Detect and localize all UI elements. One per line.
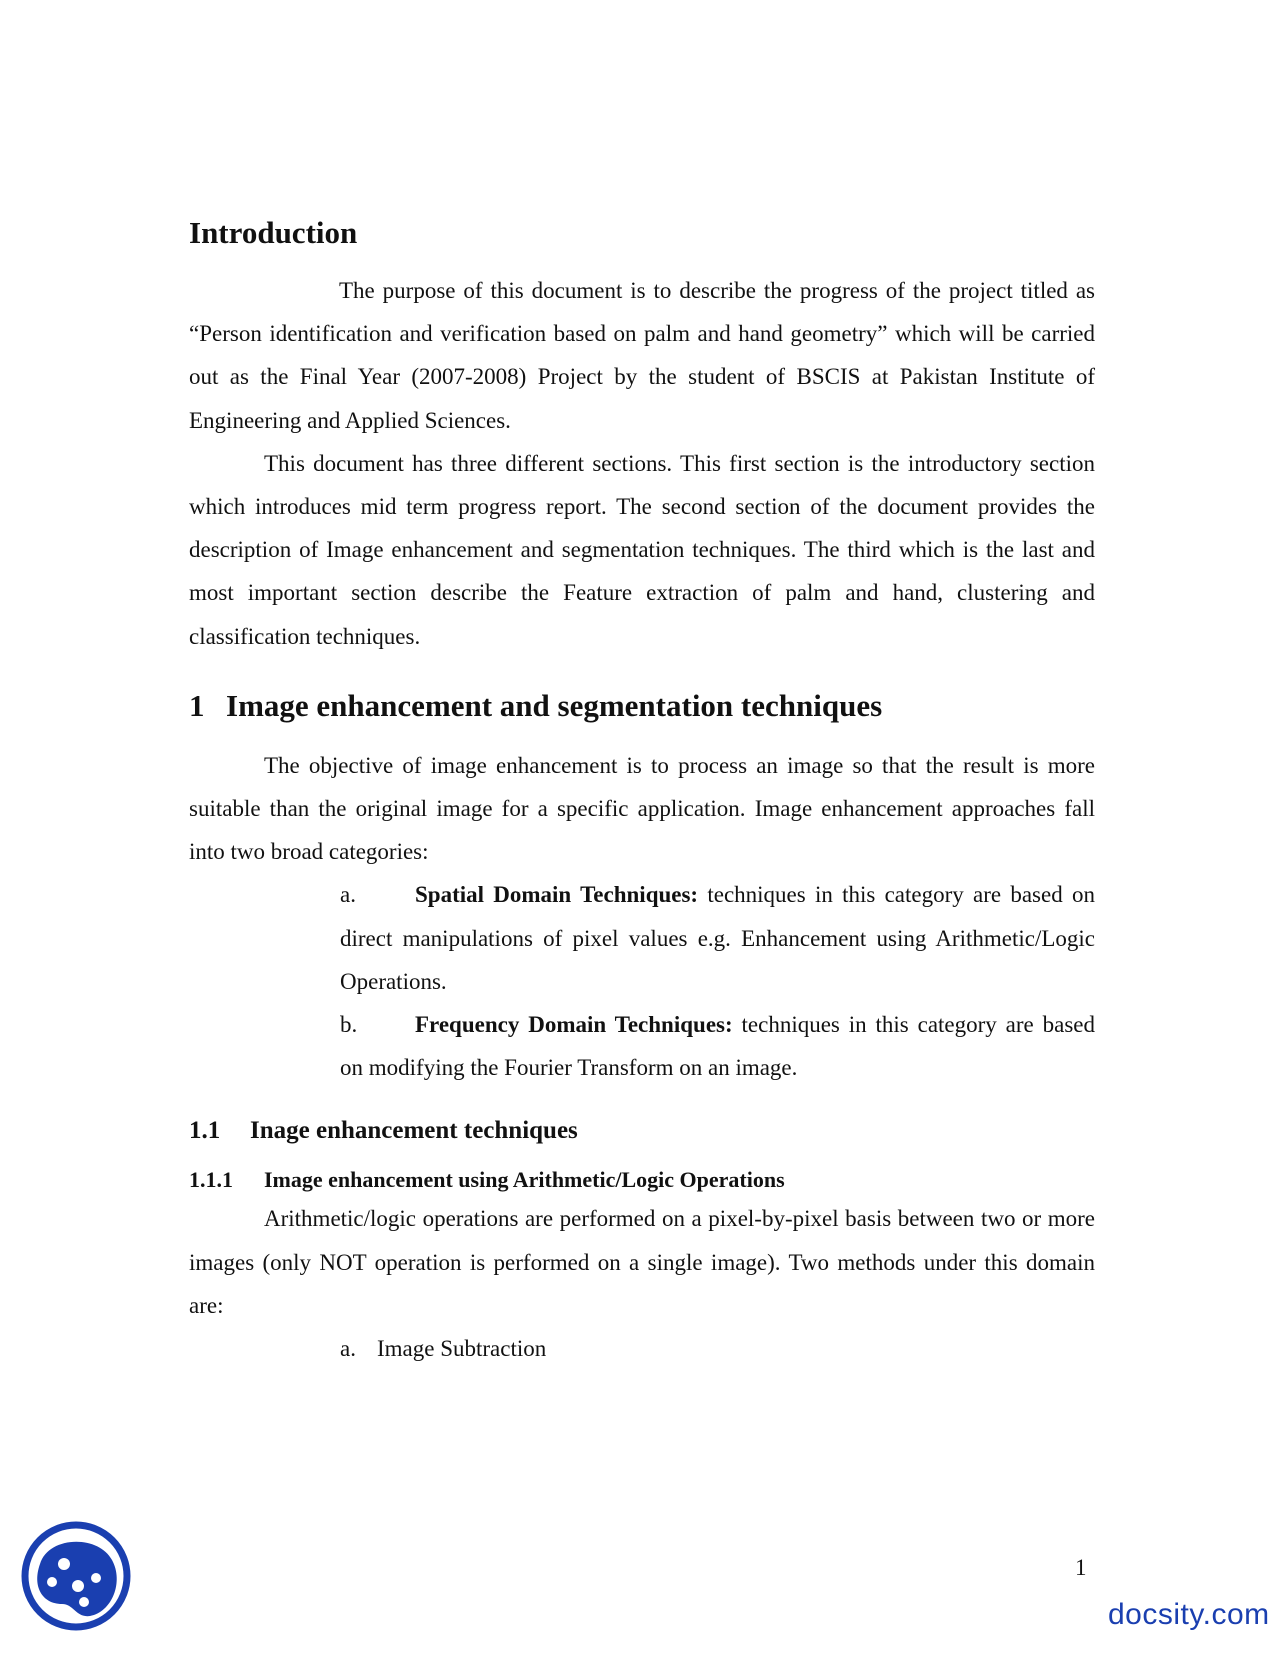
logo-dot	[47, 1577, 57, 1587]
docsity-logo-icon[interactable]	[20, 1520, 132, 1632]
list-item-text: techniques in this category are based on direct manipulations of pixel values e.g. Enhancement using Arithmetic/Logic Operations.	[340, 882, 1095, 994]
section-1-title: Image enhancement and segmentation techniques	[226, 687, 883, 723]
list-item-term: Frequency Domain Techniques:	[415, 1012, 733, 1038]
section-1-1-1-number: 1.1.1	[189, 1167, 233, 1193]
section-1-number: 1	[189, 687, 205, 723]
list-item	[340, 1003, 1095, 1089]
page-content	[189, 205, 1095, 1370]
intro-paragraph-2: This document has three different sections. This first section is the introductory section which introduces mid term progress report. The second section of the document provides the description of Image enhancement and segmentation techniques. The third which is the last and most important section describe the Feature extraction of palm and hand, clustering and classification techniques.	[189, 450, 1095, 649]
section-1-1-number: 1.1	[189, 1117, 221, 1145]
list-item-text: techniques in this category are based on modifying the Fourier Transform on an image.	[340, 1012, 1095, 1081]
list-marker: a.	[340, 882, 356, 908]
section-1-paragraph: The objective of image enhancement is to process an image so that the result is more suitable than the original image for a specific application. Image enhancement approaches fall into two broad categories:	[189, 752, 1095, 865]
list-marker: b.	[340, 1012, 358, 1038]
docsity-brand-link[interactable]: docsity.com	[1108, 1598, 1270, 1631]
logo-dot	[91, 1573, 101, 1583]
logo-dot	[58, 1558, 70, 1570]
section-1-1-1-paragraph: Arithmetic/logic operations are performed on a pixel-by-pixel basis between two or more images (only NOT operation is performed on a single image). Two methods under this domain are:	[189, 1206, 1095, 1318]
section-1-1-heading	[189, 1103, 1095, 1159]
list-item	[340, 1327, 1095, 1370]
section-1-heading	[189, 676, 1095, 736]
list-marker: a.	[340, 1336, 356, 1362]
section-1-1-1-heading	[189, 1163, 1095, 1197]
list-item-text: Image Subtraction	[377, 1336, 547, 1362]
section-1-1-title: Inage enhancement techniques	[250, 1117, 578, 1145]
list-item	[340, 873, 1095, 1003]
list-item-term: Spatial Domain Techniques:	[415, 882, 699, 908]
section-1-1-1-title: Image enhancement using Arithmetic/Logic Operations	[264, 1167, 785, 1193]
logo-dot	[72, 1580, 84, 1592]
intro-heading: Introduction	[189, 215, 358, 250]
logo-dot	[79, 1597, 89, 1607]
page-number: 1	[1075, 1555, 1087, 1580]
intro-paragraph-1: The purpose of this document is to describe the progress of the project titled as “Person identification and verification based on palm and hand geometry” which will be carried out as the Final Year (2007-2008) Project by the student of BSCIS at Pakistan Institute of Engineering and Applied Sciences.	[189, 278, 1095, 433]
